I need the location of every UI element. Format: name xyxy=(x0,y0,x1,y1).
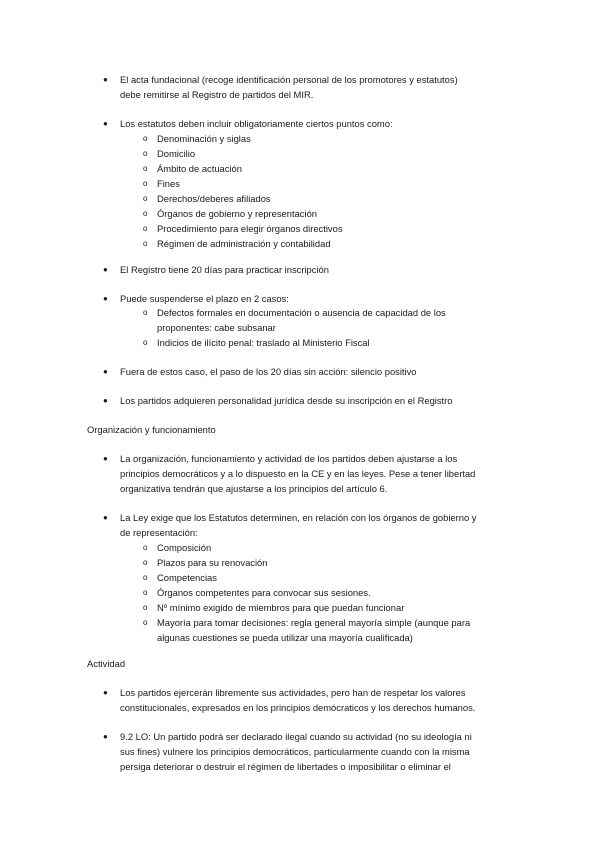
sub-item xyxy=(143,305,491,335)
sub-item-text: Denominación y siglas xyxy=(157,133,251,144)
bullet-item xyxy=(103,451,529,496)
bullet-icon: ● xyxy=(103,367,108,376)
sub-bullet-icon: o xyxy=(143,573,148,582)
sub-item xyxy=(143,236,491,251)
bullet-icon: ● xyxy=(103,75,108,84)
sub-item-text: Ámbito de actuación xyxy=(157,163,242,174)
sub-item-text: Nº mínimo exigido de miembros para que puedan funcionar xyxy=(157,602,405,613)
text-line: Los estatutos deben incluir obligatoriamente ciertos puntos como: xyxy=(120,118,393,129)
bullet-item xyxy=(103,510,529,540)
text-line: organizativa tendrán que ajustarse a los principios del artículo 6. xyxy=(120,483,388,494)
text-line: Puede suspenderse el plazo en 2 casos: xyxy=(120,293,289,304)
bullet-icon: ● xyxy=(103,396,108,405)
sub-bullet-icon: o xyxy=(143,618,148,627)
sub-bullet-icon: o xyxy=(143,543,148,552)
bullet-item xyxy=(103,393,529,408)
text-line: Los partidos adquieren personalidad jurídica desde su inscripción en el Registro xyxy=(120,395,453,406)
sub-item xyxy=(143,221,491,236)
sub-item xyxy=(143,146,491,161)
text-line: de representación: xyxy=(120,527,198,538)
sub-item-text: Defectos formales en documentación o ausencia de capacidad de los xyxy=(157,307,446,318)
sub-item xyxy=(143,335,491,350)
sub-item xyxy=(143,570,491,585)
bullet-item xyxy=(103,364,529,379)
section-heading: Actividad xyxy=(87,658,126,669)
sub-item-text: Composición xyxy=(157,542,212,553)
sub-item-text: Derechos/deberes afiliados xyxy=(157,193,271,204)
sub-item-text: Fines xyxy=(157,178,180,189)
sub-list xyxy=(143,540,491,645)
bullet-icon: ● xyxy=(103,732,108,741)
sub-bullet-icon: o xyxy=(143,338,148,347)
sub-item-text: Órganos de gobierno y representación xyxy=(157,208,317,219)
sub-item-text: Competencias xyxy=(157,572,217,583)
bullet-item xyxy=(103,729,529,774)
sub-item xyxy=(143,176,491,191)
text-line: 9.2 LO: Un partido podrá ser declarado ilegal cuando su actividad (no su ideología ni xyxy=(120,731,472,742)
sub-bullet-icon: o xyxy=(143,149,148,158)
sub-bullet-icon: o xyxy=(143,588,148,597)
sub-bullet-icon: o xyxy=(143,239,148,248)
text-line: Los partidos ejercerán libremente sus actividades, pero han de respetar los valores xyxy=(120,687,466,698)
sub-item-text: algunas cuestiones se pueda utilizar una mayoría cualificada) xyxy=(157,632,413,643)
text-line: La Ley exige que los Estatutos determinen, en relación con los órganos de gobierno y xyxy=(120,512,477,523)
text-line: constitucionales, expresados en los principios demócraticos y los derechos humanos. xyxy=(120,702,476,713)
sub-item-text: Plazos para su renovación xyxy=(157,557,268,568)
bullet-item xyxy=(103,685,529,715)
sub-item-text: Régimen de administración y contabilidad xyxy=(157,238,331,249)
text-line: El Registro tiene 20 días para practicar inscripción xyxy=(120,264,329,275)
sub-bullet-icon: o xyxy=(143,224,148,233)
sub-bullet-icon: o xyxy=(143,179,148,188)
text-line: La organización, funcionamiento y actividad de los partidos deben ajustarse a los xyxy=(120,453,458,464)
sub-item xyxy=(143,555,491,570)
sub-item xyxy=(143,206,491,221)
sub-bullet-icon: o xyxy=(143,164,148,173)
sub-item xyxy=(143,131,491,146)
sub-item xyxy=(143,615,491,645)
text-line: El acta fundacional (recoge identificación personal de los promotores y estatutos) xyxy=(120,74,458,85)
sub-item xyxy=(143,161,491,176)
sub-item-text: Procedimiento para elegir órganos directivos xyxy=(157,223,343,234)
text-line: principios democráticos y a lo dispuesto en la CE y en las leyes. Pese a tener libertad xyxy=(120,468,476,479)
bullet-icon: ● xyxy=(103,688,108,697)
sub-item-text: Órganos competentes para convocar sus sesiones. xyxy=(157,587,371,598)
bullet-icon: ● xyxy=(103,265,108,274)
bullet-icon: ● xyxy=(103,119,108,128)
sub-list xyxy=(143,131,491,251)
sub-item-text: Indicios de ilícito penal: traslado al Ministerio Fiscal xyxy=(157,337,370,348)
sub-bullet-icon: o xyxy=(143,209,148,218)
sub-bullet-icon: o xyxy=(143,134,148,143)
sub-item xyxy=(143,191,491,206)
sub-list xyxy=(143,305,491,350)
text-line: Fuera de estos caso, el paso de los 20 días sin acción: silencio positivo xyxy=(120,366,417,377)
bullet-icon: ● xyxy=(103,513,108,522)
bullet-icon: ● xyxy=(103,294,108,303)
text-line: debe remitirse al Registro de partidos del MIR. xyxy=(120,89,314,100)
text-line: sus fines) vulnere los principios democráticos, particularmente cuando con la misma xyxy=(120,746,470,757)
sub-item-text: Mayoría para tomar decisiones: regla general mayoría simple (aunque para xyxy=(157,617,471,628)
sub-bullet-icon: o xyxy=(143,308,148,317)
bullet-item xyxy=(103,291,529,306)
sub-bullet-icon: o xyxy=(143,194,148,203)
sub-item-text: Domicilio xyxy=(157,148,196,159)
sub-bullet-icon: o xyxy=(143,558,148,567)
bullet-item xyxy=(103,116,529,131)
sub-item xyxy=(143,600,491,615)
sub-item xyxy=(143,540,491,555)
bullet-icon: ● xyxy=(103,454,108,463)
sub-bullet-icon: o xyxy=(143,603,148,612)
section-heading: Organización y funcionamiento xyxy=(87,424,216,435)
bullet-item xyxy=(103,262,529,277)
sub-item xyxy=(143,585,491,600)
sub-item-text: proponentes: cabe subsanar xyxy=(157,322,276,333)
text-line: persiga deteriorar o destruir el régimen de libertades o imposibilitar o eliminar el xyxy=(120,761,451,772)
bullet-item xyxy=(103,72,529,102)
